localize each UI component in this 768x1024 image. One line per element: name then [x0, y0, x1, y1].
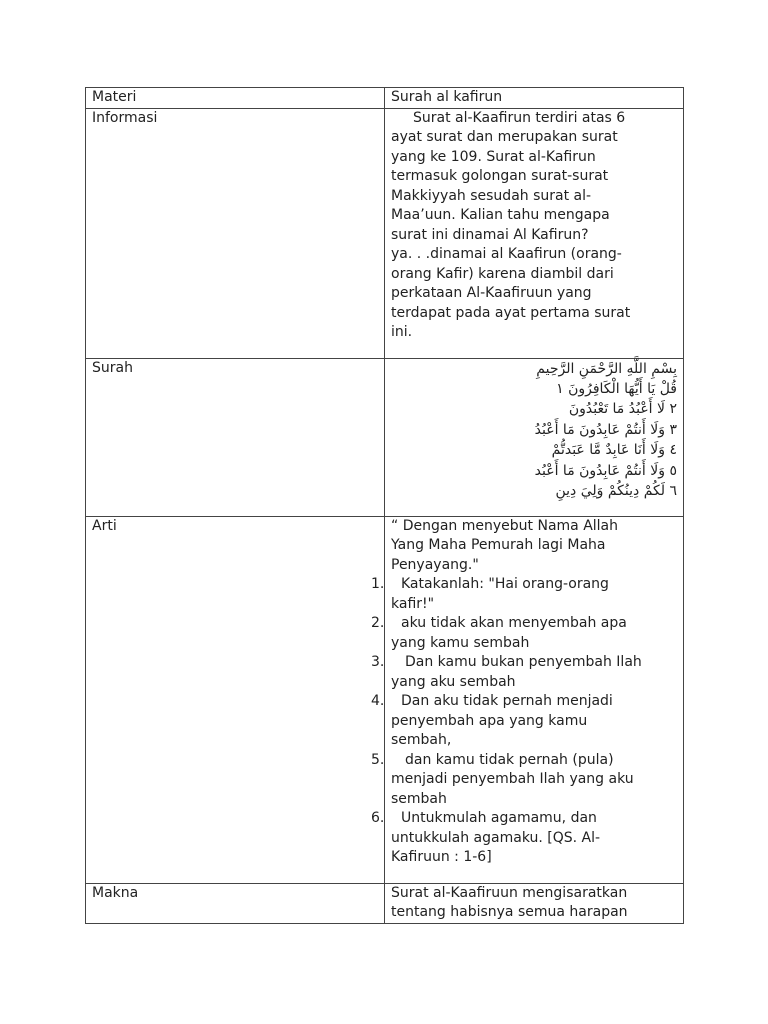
surah-row	[86, 358, 684, 516]
arti-intro-line: “ Dengan menyebut Nama Allah	[391, 517, 619, 534]
materi-table	[85, 87, 684, 924]
informasi-line: ini.	[391, 324, 413, 340]
list-text: Untukmulah agamamu, dan	[401, 810, 597, 826]
list-text: sembah	[391, 790, 447, 807]
materi-label: Materi	[86, 88, 385, 109]
list-item	[371, 575, 677, 614]
list-item	[371, 692, 677, 751]
list-text: Dan aku tidak pernah menjadi	[401, 693, 613, 709]
surah-ayah: ٥ وَلَا أَنتُمْ عَابِدُونَ مَا أَعْبُد	[534, 462, 677, 479]
surah-ayah: قُلْ يَا أَيُّهَا الْكَافِرُونَ ١	[556, 380, 677, 397]
informasi-line: ayat surat dan merupakan surat	[391, 129, 618, 145]
list-number: 6.	[371, 810, 385, 826]
surah-arabic-text	[385, 358, 684, 516]
list-item	[371, 809, 677, 868]
makna-text	[385, 883, 684, 923]
informasi-text	[385, 108, 684, 358]
list-number: 2.	[371, 615, 385, 631]
informasi-label: Informasi	[86, 108, 385, 358]
arti-text	[371, 516, 684, 883]
list-number: 1.	[371, 576, 385, 592]
makna-line: tentang habisnya semua harapan	[391, 904, 628, 920]
list-text: yang aku sembah	[391, 673, 516, 690]
list-text: yang kamu sembah	[391, 634, 530, 651]
list-number: 3.	[371, 654, 385, 670]
list-item	[371, 614, 677, 653]
list-text: kafir!"	[391, 595, 435, 612]
informasi-line: surat ini dinamai Al Kafirun?	[391, 226, 589, 243]
makna-row	[86, 883, 684, 923]
informasi-line: termasuk golongan surat-surat	[391, 168, 609, 184]
list-text: Katakanlah: "Hai orang-orang	[401, 576, 609, 592]
makna-line: Surat al-Kaafiruun mengisaratkan	[391, 884, 628, 901]
arti-label: Arti	[86, 516, 385, 883]
list-text: penyembah apa yang kamu	[391, 712, 588, 729]
list-number: 4.	[371, 693, 385, 709]
materi-value: Surah al kafirun	[385, 88, 684, 109]
informasi-line: ya. . .dinamai al Kaafirun (orang-	[391, 246, 622, 262]
surah-ayah: ٤ وَلَا أَنَا عَابِدٌ مَّا عَبَدتُّمْ	[551, 442, 677, 459]
informasi-line: Makkiyyah sesudah surat al-	[391, 187, 592, 204]
header-row	[86, 88, 684, 109]
list-text: untukkulah agamaku. [QS. Al-	[391, 829, 601, 846]
list-text: aku tidak akan menyembah apa	[401, 615, 627, 631]
list-item	[371, 751, 677, 810]
surah-ayah: ٢ لَا أَعْبُدُ مَا تَعْبُدُونَ	[568, 401, 677, 418]
informasi-line: perkataan Al-Kaafiruun yang	[391, 285, 592, 301]
informasi-row	[86, 108, 684, 358]
list-text: menjadi penyembah Ilah yang aku	[391, 771, 634, 787]
informasi-line: Maa’uun. Kalian tahu mengapa	[391, 207, 610, 223]
list-text: sembah,	[391, 732, 452, 748]
makna-label: Makna	[86, 883, 385, 923]
informasi-line: Surat al-Kaafirun terdiri atas 6	[413, 109, 626, 126]
list-item	[371, 653, 677, 692]
surah-ayah: ٦ لَكُمْ دِينُكُمْ وَلِيَ دِينِ	[555, 482, 677, 499]
list-text: dan kamu tidak pernah (pula)	[405, 751, 614, 768]
list-text: Kafiruun : 1-6]	[391, 849, 492, 865]
arti-intro-line: Penyayang."	[391, 556, 479, 573]
arti-row	[86, 516, 684, 883]
list-number: 5.	[371, 751, 385, 768]
arti-intro-line: Yang Maha Pemurah lagi Maha	[391, 537, 606, 553]
surah-ayah: ٣ وَلَا أَنتُمْ عَابِدُونَ مَا أَعْبُدُ	[534, 421, 677, 438]
arti-list	[371, 575, 677, 868]
informasi-line: yang ke 109. Surat al-Kafirun	[391, 148, 596, 165]
informasi-line: terdapat pada ayat pertama surat	[391, 304, 631, 321]
informasi-line: orang Kafir) karena diambil dari	[391, 265, 614, 282]
list-text: Dan kamu bukan penyembah Ilah	[405, 654, 642, 670]
surah-label: Surah	[86, 358, 385, 516]
surah-basmala: بِسْمِ اللَّهِ الرَّحْمَنِ الرَّحِيمِ	[536, 360, 677, 377]
